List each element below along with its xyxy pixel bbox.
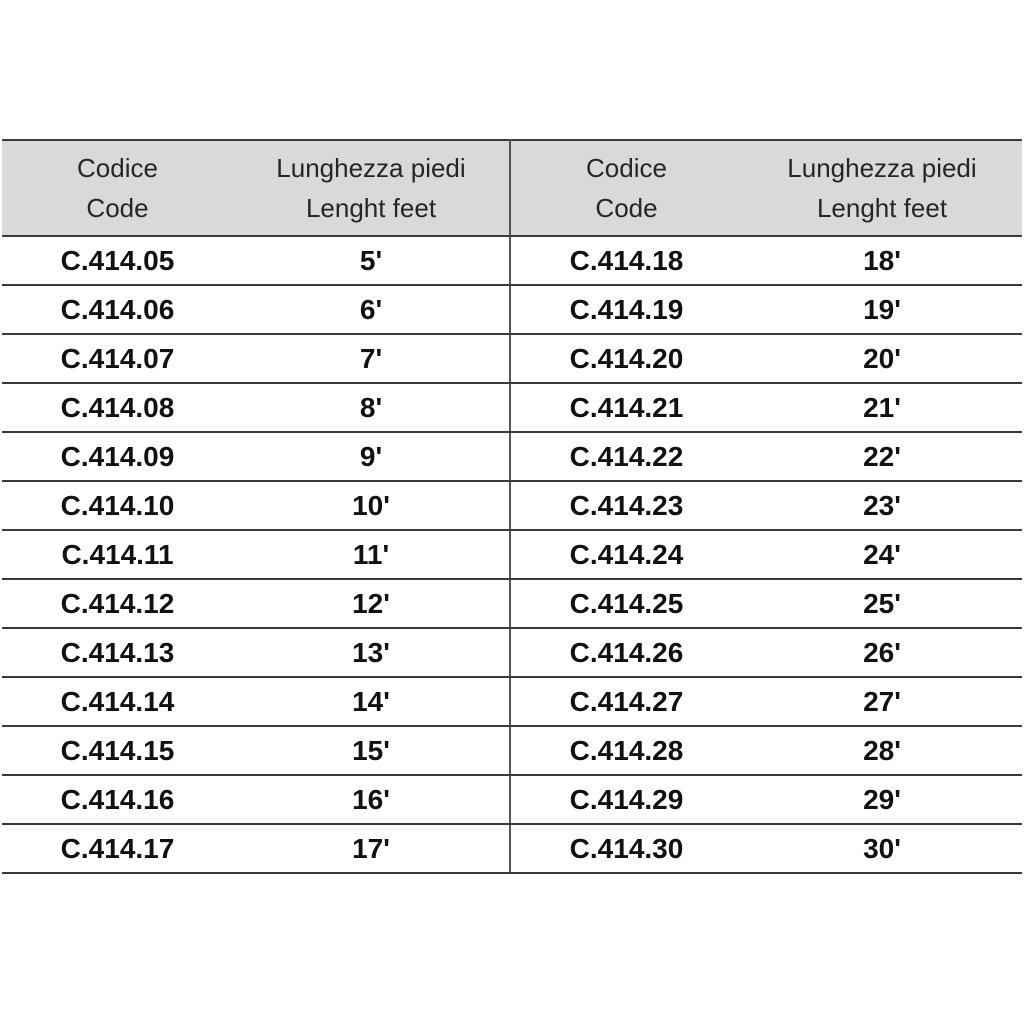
code-cell-right: C.414.21: [510, 383, 742, 432]
length-cell-left: 17': [233, 824, 510, 873]
header-label-en: Lenght feet: [305, 193, 437, 223]
table-header: [2, 140, 1022, 236]
length-cell-left: 14': [233, 677, 510, 726]
table-row: [2, 726, 1022, 775]
length-cell-right: 20': [742, 334, 1022, 383]
header-label-it: Lunghezza piedi: [276, 153, 466, 183]
table-row: [2, 481, 1022, 530]
code-cell-right: C.414.23: [510, 481, 742, 530]
table-row: [2, 628, 1022, 677]
code-cell-left: C.414.09: [2, 432, 233, 481]
code-cell-right: C.414.27: [510, 677, 742, 726]
code-cell-left: C.414.05: [2, 236, 233, 285]
code-cell-left: C.414.15: [2, 726, 233, 775]
header-code-right: [510, 140, 742, 236]
header-label-it: Lunghezza piedi: [787, 153, 977, 183]
product-code-table-container: [2, 139, 1022, 874]
table-row: [2, 236, 1022, 285]
header-label-en: Code: [86, 193, 149, 223]
length-cell-right: 29': [742, 775, 1022, 824]
header-label-en: Lenght feet: [816, 193, 948, 223]
code-cell-right: C.414.29: [510, 775, 742, 824]
length-cell-left: 5': [233, 236, 510, 285]
length-cell-left: 6': [233, 285, 510, 334]
table-body: [2, 236, 1022, 873]
header-length-right: [742, 140, 1022, 236]
table-row: [2, 775, 1022, 824]
length-cell-left: 11': [233, 530, 510, 579]
code-cell-left: C.414.10: [2, 481, 233, 530]
table-row: [2, 677, 1022, 726]
length-cell-left: 8': [233, 383, 510, 432]
code-cell-left: C.414.08: [2, 383, 233, 432]
code-cell-right: C.414.22: [510, 432, 742, 481]
code-cell-right: C.414.30: [510, 824, 742, 873]
code-cell-right: C.414.18: [510, 236, 742, 285]
length-cell-left: 10': [233, 481, 510, 530]
header-label-en: Code: [595, 193, 658, 223]
table-row: [2, 530, 1022, 579]
table-row: [2, 824, 1022, 873]
code-cell-left: C.414.14: [2, 677, 233, 726]
code-cell-left: C.414.17: [2, 824, 233, 873]
length-cell-right: 24': [742, 530, 1022, 579]
length-cell-right: 25': [742, 579, 1022, 628]
code-cell-right: C.414.20: [510, 334, 742, 383]
length-cell-left: 15': [233, 726, 510, 775]
table-row: [2, 334, 1022, 383]
length-cell-left: 16': [233, 775, 510, 824]
product-code-table: [2, 139, 1022, 874]
header-label-it: Codice: [586, 153, 667, 183]
length-cell-left: 7': [233, 334, 510, 383]
length-cell-right: 22': [742, 432, 1022, 481]
code-cell-right: C.414.25: [510, 579, 742, 628]
table-row: [2, 579, 1022, 628]
length-cell-right: 18': [742, 236, 1022, 285]
length-cell-right: 21': [742, 383, 1022, 432]
code-cell-left: C.414.12: [2, 579, 233, 628]
header-code-left: [2, 140, 233, 236]
table-row: [2, 383, 1022, 432]
length-cell-right: 19': [742, 285, 1022, 334]
length-cell-right: 27': [742, 677, 1022, 726]
code-cell-right: C.414.24: [510, 530, 742, 579]
header-label-it: Codice: [77, 153, 158, 183]
header-row: [2, 140, 1022, 236]
code-cell-left: C.414.07: [2, 334, 233, 383]
table-row: [2, 432, 1022, 481]
code-cell-left: C.414.13: [2, 628, 233, 677]
code-cell-right: C.414.26: [510, 628, 742, 677]
length-cell-left: 12': [233, 579, 510, 628]
code-cell-left: C.414.11: [2, 530, 233, 579]
header-length-left: [233, 140, 510, 236]
length-cell-right: 23': [742, 481, 1022, 530]
length-cell-right: 28': [742, 726, 1022, 775]
code-cell-right: C.414.19: [510, 285, 742, 334]
length-cell-right: 26': [742, 628, 1022, 677]
code-cell-right: C.414.28: [510, 726, 742, 775]
length-cell-left: 13': [233, 628, 510, 677]
code-cell-left: C.414.06: [2, 285, 233, 334]
length-cell-left: 9': [233, 432, 510, 481]
code-cell-left: C.414.16: [2, 775, 233, 824]
length-cell-right: 30': [742, 824, 1022, 873]
table-row: [2, 285, 1022, 334]
